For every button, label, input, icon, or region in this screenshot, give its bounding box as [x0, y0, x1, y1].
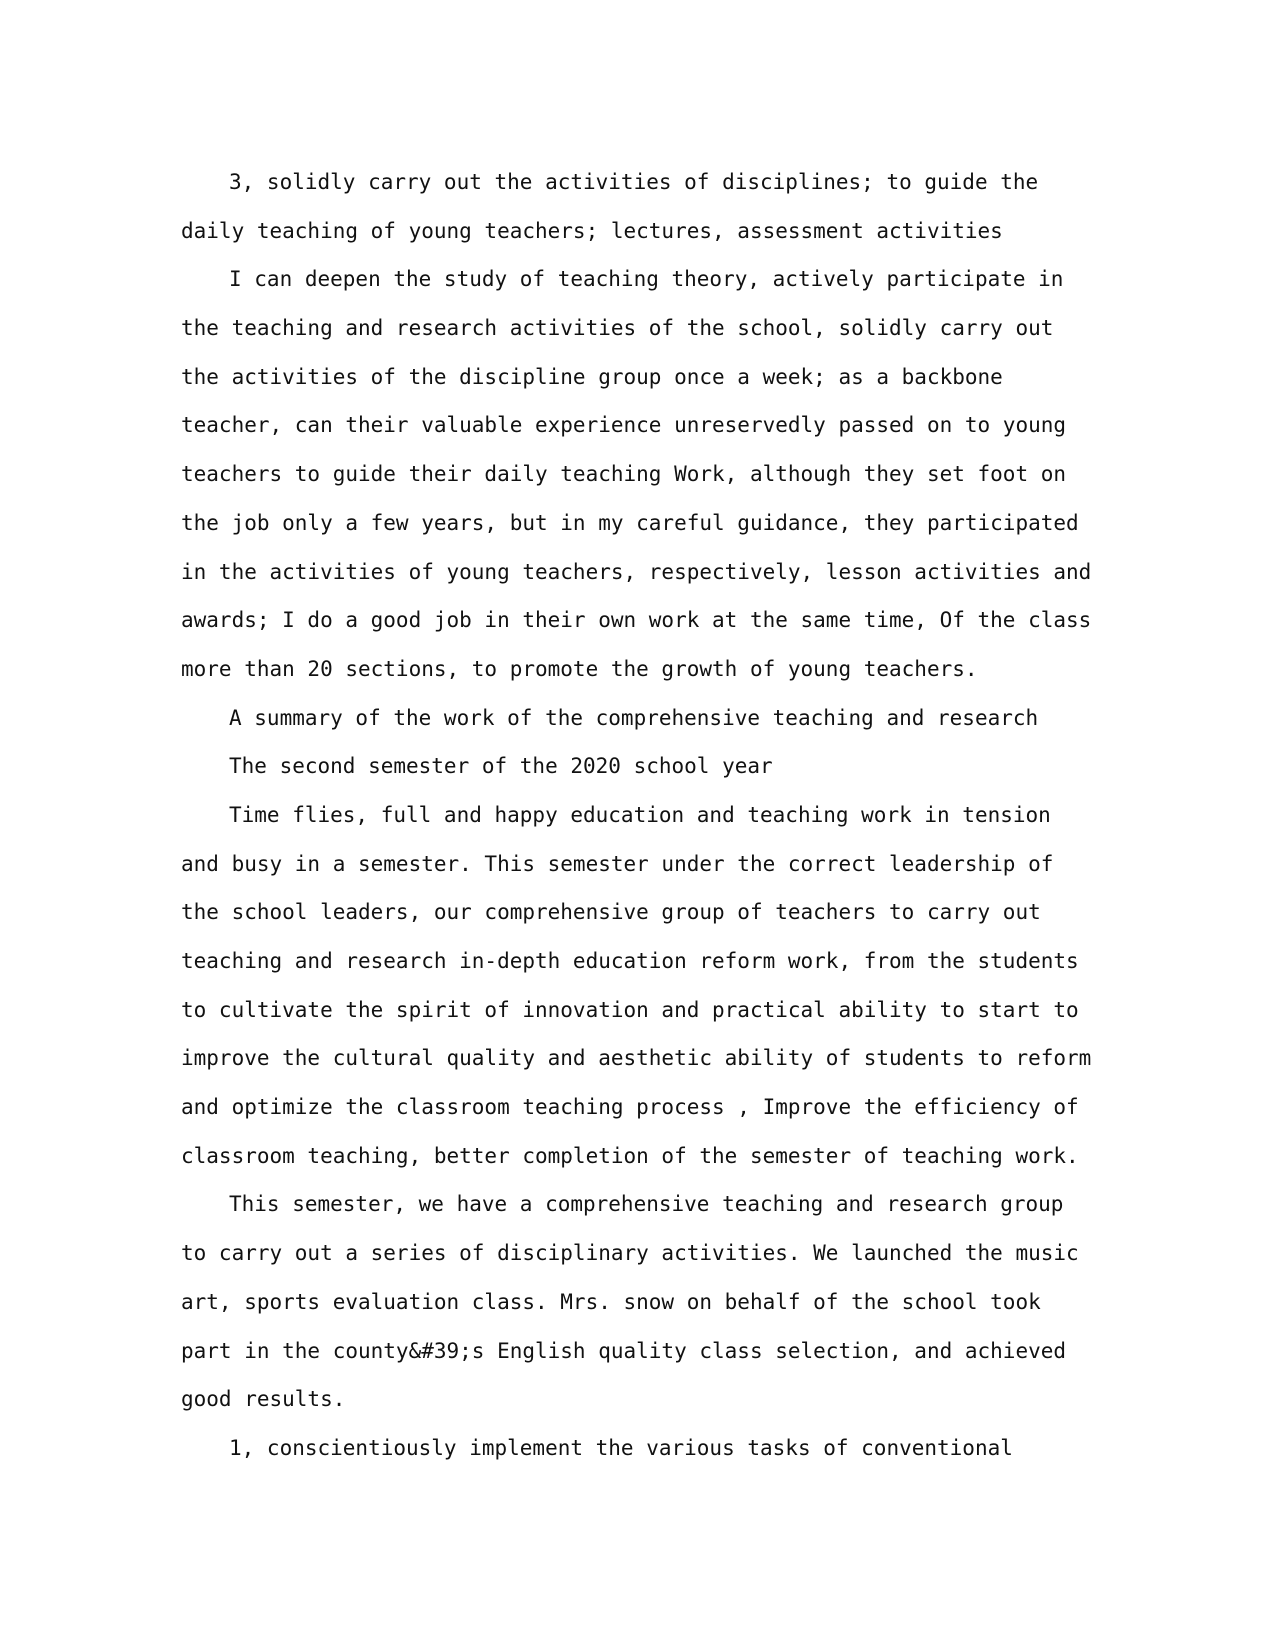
document-body [181, 158, 1091, 1473]
section-subtitle: The second semester of the 2020 school year [229, 754, 773, 779]
text-line: more than 20 sections, to promote the growth of young teachers. [181, 656, 978, 681]
text-line: to carry out a series of disciplinary activities. We launched the music [181, 1241, 1079, 1266]
text-line: classroom teaching, better completion of the semester of teaching work. [181, 1143, 1079, 1168]
text-line: part in the county&#39;s English quality class selection, and achieved [181, 1338, 1067, 1363]
text-line: to cultivate the spirit of innovation and practical ability to start to [181, 997, 1079, 1022]
text-line: teacher, can their valuable experience unreservedly passed on to young [181, 413, 1067, 438]
text-line: teaching and research in-depth education reform work, from the students [181, 949, 1079, 973]
text-line: 3, solidly carry out the activities of disciplines; to guide the [229, 170, 1039, 194]
text-line: art, sports evaluation class. Mrs. snow on behalf of the school took [181, 1289, 1041, 1314]
text-line: daily teaching of young teachers; lectures, assessment activities [181, 218, 1003, 243]
text-line: awards; I do a good job in their own work at the same time, Of the class [181, 608, 1092, 633]
text-line: improve the cultural quality and aesthetic ability of students to reform [181, 1046, 1092, 1071]
text-line: teachers to guide their daily teaching Work, although they set foot on [181, 462, 1067, 487]
text-line: the school leaders, our comprehensive group of teachers to carry out [181, 900, 1041, 925]
text-line: good results. [181, 1387, 346, 1412]
text-line: 1, conscientiously implement the various tasks of conventional [229, 1435, 1013, 1460]
text-line: and busy in a semester. This semester under the correct leadership of [181, 851, 1054, 876]
text-line: I can deepen the study of teaching theory, actively participate in [229, 267, 1064, 292]
text-line: in the activities of young teachers, respectively, lesson activities and [181, 559, 1092, 584]
text-line: the teaching and research activities of the school, solidly carry out [181, 316, 1054, 341]
text-line: This semester, we have a comprehensive teaching and research group [229, 1192, 1064, 1217]
section-title: A summary of the work of the comprehensive teaching and research [229, 705, 1039, 730]
text-line: Time flies, full and happy education and teaching work in tension [229, 802, 1051, 827]
text-line: and optimize the classroom teaching process , Improve the efficiency of [181, 1095, 1079, 1120]
text-line: the job only a few years, but in my careful guidance, they participated [181, 510, 1079, 535]
text-line: the activities of the discipline group once a week; as a backbone [181, 364, 1003, 389]
